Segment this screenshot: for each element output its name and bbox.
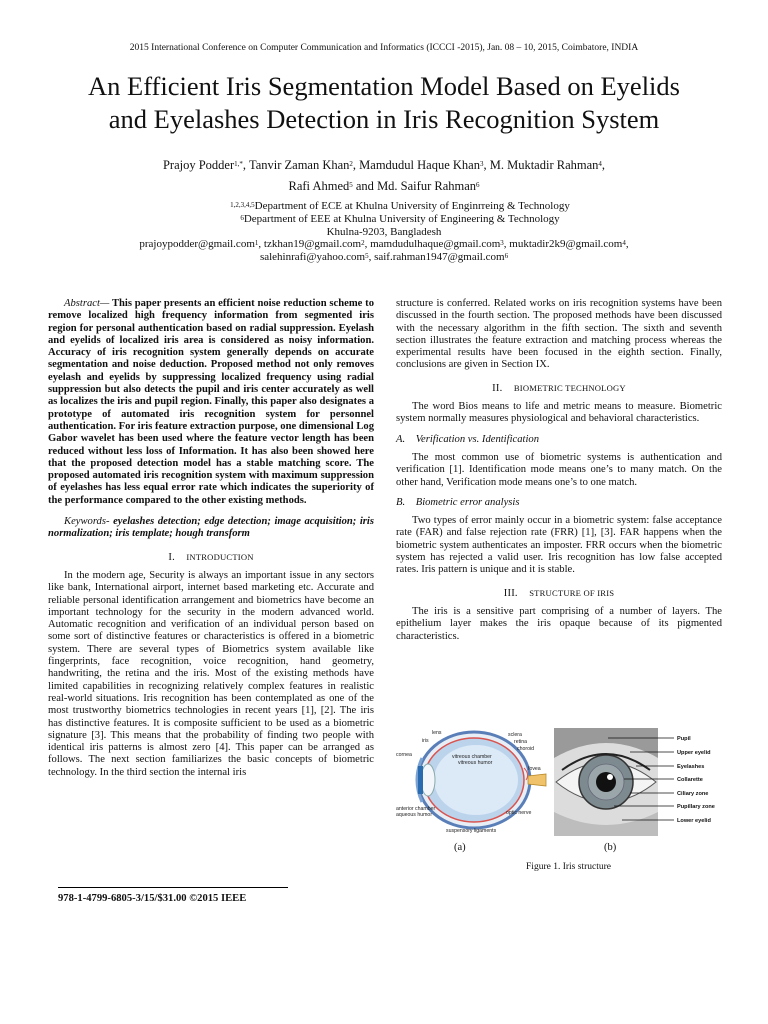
author-name: Tanvir Zaman Khan [248,158,350,172]
figure-label-b: (b) [604,842,617,853]
label-optic-nerve: optic nerve [506,810,532,816]
subsection-title: Biometric error analysis [415,496,520,508]
email: prajoypodder@gmail.com [139,238,255,251]
email: saif.rahman1947@gmail.com [374,251,505,264]
iris-paragraph: The iris is a sensitive part comprising of a number of layers. The epithelium layer makes the iris opaque because of its pigmented characteristics. [396,605,722,642]
intro-paragraph: In the modern age, Security is always an important issue in any sectors like bank, International airport, internet based marketing etc. Accurate and reliable personal identification arrangement and biometrics have become an important technology for the security in the modern advanced world. Automatic recognition and verification of an individual person based on some sort of distinctive features or characteristics is offered in a biometric system. There are several types of Biometrics system available like fingerprints, face recognition, voice recognition, hand geometry, handwriting, the retina and the iris. Most of the existing methods have limited capabilities in recognizing relatively complex features in realistic real-world situations. Iris recognition has been contemplated as one of the most trustworthy biometrics technologies in recent years [1], [2]. The iris has distinctive features. It is composite sufficient to be used as a biometric signature [3]. This means that the probability of finding two people with identical iris patterns is almost zero [4]. This paper can be arranged as follows. The next section familiarizes the basic concepts of biometric technology. In the third section the internal iris [48,569,374,778]
copyright-line: 978-1-4799-6805-3/15/$31.00 ©2015 IEEE [58,893,247,904]
affiliation-city: Khulna-9203, Bangladesh [326,225,442,238]
section-title: INTRODUCTION [186,551,254,562]
label-cornea: cornea [396,752,412,758]
affiliation-sup: 1,2,3,4,5 [230,201,255,209]
left-column [48,298,374,779]
subsection-heading-b [396,497,722,509]
author-line-1: Prajoy Podder$^{1,*}$, Tanvir Zaman Khan$^2$, Mamdudul Haque Khan$^3$, M. Muktadir Rahman$^4$, [162,158,606,172]
subsection-heading-a [396,434,722,446]
figure-svg [396,728,741,840]
email: muktadir2k9@gmail.com [509,238,623,251]
label-anterior-chamber: anterior chamber [396,806,436,812]
figure-label-a: (a) [454,842,466,853]
section-heading-2 [396,382,722,395]
section-title: BIOMETRIC TECHNOLOGY [513,382,626,393]
affiliation-text: Department of EEE at Khulna University of Engineering & Technology [243,212,560,225]
author-list [0,155,768,197]
email: tzkhan19@gmail.com [263,238,362,251]
subsection-label: A. [396,433,406,445]
section-title: STRUCTURE OF IRIS [529,587,615,598]
label-ciliary-zone: Ciliary zone [677,791,709,797]
label-vitreous-chamber: vitreous chamber [452,754,492,760]
author-name: M. Muktadir Rahman [489,158,599,172]
author-sup: 5 [349,181,353,189]
email-sup: 2 [361,239,365,248]
abstract-body: This paper presents an efficient noise reduction scheme to remove localized high frequency information from segmented iris region for personal authentication based on radial suppression. Eyelash and eyelids of localized iris area is considered as noisy information. Accuracy of iris recognition system generally depends on accurate segmentation and noise deduction. Proposed method not only removes eyelash and eyelids by suppressing localized frequency using radial suppression but also detects the pupil and iris center accurately as well as localizes the iris and pupil region. Finally, this paper also designates a prototype of automated iris recognition system for personnel authentication. For iris feature extraction purpose, one dimensional Log Gabor wavelet has been used where the feature vector length has been reduced without less loss of Information. It has also been showed here that the proposed detection model has a stable matching score. The proposed automated iris recognition system with maximum suppression of eyelashes has less equal error rate which indicates the superiority of the performance compared to the other existing methods. [48,298,374,506]
keywords-lead: Keywords- [64,516,110,528]
paper-title [20,70,748,136]
label-eyelashes: Eyelashes [677,764,705,770]
subsection-label: B. [396,496,406,508]
author-sup: 4 [598,160,602,168]
label-lower-eyelid: Lower eyelid [677,818,711,824]
author-sup: 3 [479,160,484,168]
label-iris: iris [422,738,429,744]
error-paragraph: Two types of error mainly occur in a biometric system: false acceptance rate (FAR) and false rejection rate (FRR) [1], [3]. FAR happens when the biometric system authenticates an imposter. FRR occurs when the biometric system has rejected a valid user. Iris recognition has low false accepted rates. Iris pattern is unique and it is stable. [396,515,722,576]
section-heading-1 [48,551,374,564]
label-retina: retina [514,739,527,745]
author-name: Prajoy Podder [162,158,235,172]
abstract [48,298,374,507]
author-sup: 6 [476,181,480,189]
section-heading-3 [396,587,722,600]
verification-paragraph: The most common use of biometric systems is authentication and verification [1]. Identification mode means one’s to many match. On the other hand, Verification mode means one’s to one match. [396,451,722,488]
title-line-1: An Efficient Iris Segmentation Model Based on Eyelids [88,71,680,101]
email-sup: 6 [504,252,509,261]
author-sup: 1,* [234,160,243,168]
author-sup: 2 [349,160,353,168]
affiliation-1 [0,200,768,213]
section-number: I. [168,551,175,563]
label-lens: lens [432,730,442,736]
section-number: III. [503,587,518,599]
abstract-lead: Abstract— [64,298,110,309]
email-sup: 1 [254,239,259,248]
email: mamdudulhaque@gmail.com [370,238,501,251]
email-sup: 4 [622,239,626,248]
figure-caption: Figure 1. Iris structure [526,862,611,872]
email: salehinrafi@yahoo.com [259,251,366,264]
affiliation-sup: 6 [240,213,244,222]
figure-iris-structure [396,728,741,858]
label-pupillary-zone: Pupillary zone [677,804,715,810]
email-line-2: salehinrafi@yahoo.com$^5$, saif.rahman1947@gmail.com$^6$ [259,251,509,264]
author-name: Mamdudul Haque Khan [359,158,480,172]
label-collarette: Collarette [677,777,703,783]
right-column [396,298,722,643]
author-line-2 [0,176,768,197]
and-text: and [355,179,374,193]
label-aqueous-humor: aqueous humor [396,812,433,818]
label-fovea: fovea [528,766,541,772]
section-number: II. [492,382,503,394]
keywords [48,516,374,541]
email-sup: 3 [500,239,504,248]
email-line-1: prajoypodder@gmail.com$^1$, tzkhan19@gmail.com$^2$, mamdudulhaque@gmail.com$^3$, muktadir2k9@gmail.com$^4$, [139,238,629,251]
affiliations [0,200,768,264]
intro-continued: structure is conferred. Related works on iris recognition systems have been discussed in the fourth section. The proposed methods have been discussed with the necessary algorithm in the fifth section. The sixth and seventh section illustrates the feature extraction and matching process whereas the experimental results have been focused in the eighth section. Finally, conclusions are given in Section IX. [396,298,722,371]
label-suspensory-ligaments: suspensory ligaments [446,828,497,834]
author-name: Md. Saifur Rahman [377,179,477,193]
label-sclera: sclera [508,732,522,738]
keywords-body: eyelashes detection; edge detection; image acquisition; iris normalization; iris template; hough transform [48,516,374,540]
author-name: Rafi Ahmed [288,179,350,193]
conference-header: 2015 International Conference on Computer Communication and Informatics (ICCCI -2015), Jan. 08 – 10, 2015, Coimbatore, INDIA [129,43,639,53]
title-line-2: and Eyelashes Detection in Iris Recognition System [108,104,660,134]
label-choroid: choroid [517,746,535,752]
footer-rule [58,887,288,888]
label-vitreous-humor: vitreous humor [458,760,493,766]
biometric-paragraph: The word Bios means to life and metric means to measure. Biometric system normally measures physiological and behavioral characteristics. [396,401,722,425]
label-pupil: Pupil [677,736,691,742]
affiliation-text: Department of ECE at Khulna University of Enginrreing & Technology [254,200,570,212]
label-upper-eyelid: Upper eyelid [677,750,711,756]
subsection-title: Verification vs. Identification [415,433,539,445]
email-sup: 5 [365,252,369,261]
affiliation-2 [0,213,768,226]
